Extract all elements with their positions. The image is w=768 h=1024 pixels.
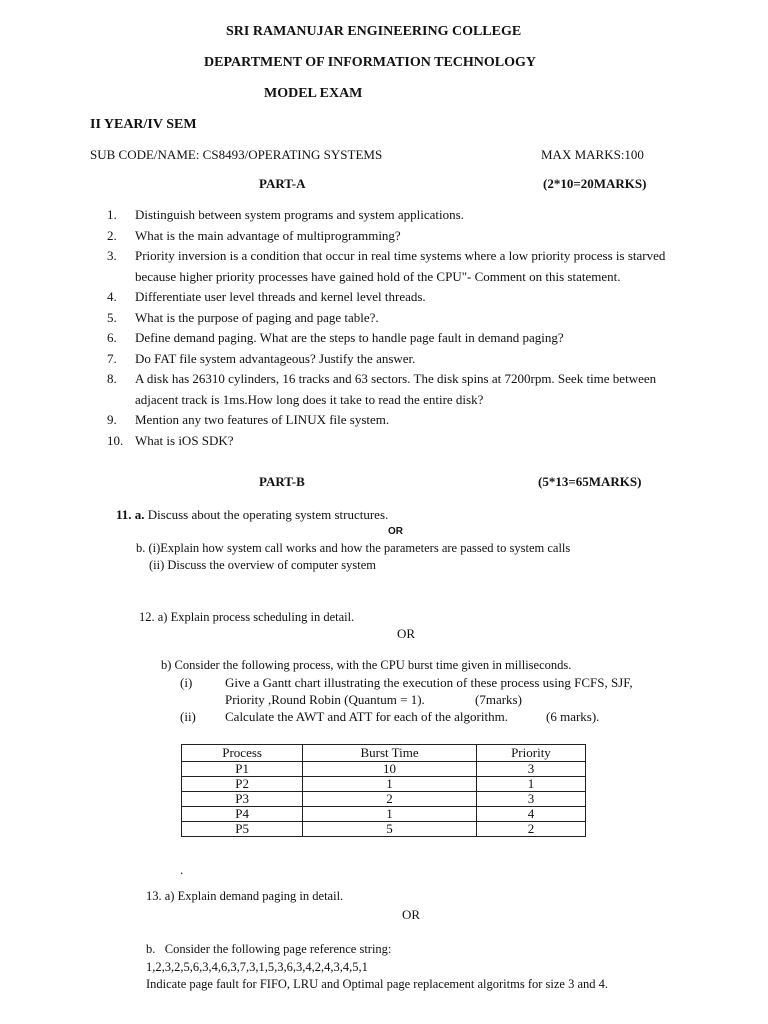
table-cell: P5: [182, 822, 303, 837]
part-b-marks: (5*13=65MARKS): [538, 474, 642, 489]
question-item: [107, 308, 667, 329]
question-text: Differentiate user level threads and kernel level threads.: [135, 289, 426, 304]
table-cell: 3: [476, 762, 585, 777]
question-item: [107, 431, 667, 452]
table-cell: P1: [182, 762, 303, 777]
question-number: 6.: [107, 330, 117, 345]
table-cell: 2: [476, 822, 585, 837]
table-cell: 5: [303, 822, 477, 837]
table-cell: 4: [476, 807, 585, 822]
question-text: Define demand paging. What are the steps to handle page fault in demand paging?: [135, 330, 564, 345]
question-item: [107, 205, 667, 226]
year-semester: II YEAR/IV SEM: [90, 117, 197, 132]
table-cell: P4: [182, 807, 303, 822]
question-number: 3.: [107, 248, 117, 263]
question-number: 8.: [107, 371, 117, 386]
table-row: [182, 807, 586, 822]
part-b-title: PART-B: [259, 474, 305, 489]
question-13b-text: Consider the following page reference string:: [164, 942, 392, 956]
table-cell: P2: [182, 777, 303, 792]
exam-title: MODEL EXAM: [264, 86, 363, 101]
question-item: [107, 246, 667, 287]
question-number: 5.: [107, 309, 117, 325]
part-a-marks: (2*10=20MARKS): [543, 176, 647, 191]
table-row: [182, 777, 586, 792]
table-cell: 2: [303, 792, 477, 807]
question-item: [107, 410, 667, 431]
table-cell: P3: [182, 792, 303, 807]
question-11b-ii: (ii) Discuss the overview of computer system: [149, 558, 377, 572]
department-name: DEPARTMENT OF INFORMATION TECHNOLOGY: [204, 55, 537, 70]
question-number: 7.: [107, 350, 117, 366]
question-11-number: 11. a.: [116, 507, 145, 522]
max-marks: MAX MARKS:100: [541, 147, 644, 162]
or-separator: OR: [402, 907, 421, 922]
subject-code-name: SUB CODE/NAME: CS8493/OPERATING SYSTEMS: [90, 147, 383, 162]
column-header-burst-time: Burst Time: [303, 745, 477, 762]
question-12b: b) Consider the following process, with the CPU burst time given in milliseconds.: [161, 658, 572, 672]
question-text: Priority inversion is a condition that occur in real time systems where a low priority process is starved because higher priority processes have gained hold of the CPU"- Comment on this statement.: [135, 248, 666, 284]
stray-dot: .: [180, 862, 184, 877]
table-row: [182, 792, 586, 807]
question-item: [107, 349, 667, 370]
question-12b-ii-marks: (6 marks).: [546, 709, 600, 724]
question-11a-text: Discuss about the operating system structures.: [147, 507, 389, 522]
question-12a: 12. a) Explain process scheduling in detail.: [139, 610, 355, 624]
question-13b: [146, 942, 391, 957]
question-item: [107, 287, 667, 308]
part-a-question-list: [107, 205, 667, 451]
table-row: [182, 822, 586, 837]
question-number: 9.: [107, 412, 117, 427]
table-row: [182, 762, 586, 777]
question-text: What is the main advantage of multiprogramming?: [135, 227, 401, 243]
question-text: What is iOS SDK?: [135, 432, 234, 448]
question-number: 1.: [107, 207, 117, 222]
question-text: Do FAT file system advantageous? Justify the answer.: [135, 350, 416, 366]
question-item: [107, 328, 667, 349]
column-header-process: Process: [182, 745, 303, 762]
question-12b-i-marks: (7marks): [475, 692, 522, 707]
question-text: What is the purpose of paging and page table?.: [135, 309, 379, 325]
question-number: 2.: [107, 227, 117, 243]
question-13b-label: b.: [146, 942, 156, 956]
question-item: [107, 369, 667, 410]
question-item: [107, 226, 667, 247]
column-header-priority: Priority: [476, 745, 585, 762]
college-name: SRI RAMANUJAR ENGINEERING COLLEGE: [226, 24, 522, 39]
question-number: 10.: [107, 432, 124, 448]
or-separator: OR: [388, 526, 403, 537]
question-12b-ii-text: Calculate the AWT and ATT for each of the algorithm.: [225, 709, 508, 724]
table-cell: 1: [303, 807, 477, 822]
question-13a: 13. a) Explain demand paging in detail.: [146, 889, 344, 903]
part-a-title: PART-A: [259, 176, 306, 191]
or-separator: OR: [397, 626, 416, 641]
table-cell: 3: [476, 792, 585, 807]
question-12b-i-line2: Priority ,Round Robin (Quantum = 1).: [225, 692, 425, 707]
page-reference-string: 1,2,3,2,5,6,3,4,6,3,7,3,1,5,3,6,3,4,2,4,3,4,5,1: [146, 960, 368, 974]
table-cell: 10: [303, 762, 477, 777]
question-11b-i: b. (i)Explain how system call works and how the parameters are passed to system calls: [136, 541, 571, 555]
question-12b-i-line1: Give a Gantt chart illustrating the execution of these process using FCFS, SJF,: [225, 675, 633, 690]
question-text: Mention any two features of LINUX file system.: [135, 412, 390, 427]
table-header-row: [182, 745, 586, 762]
question-text: A disk has 26310 cylinders, 16 tracks and 63 sectors. The disk spins at 7200rpm. Seek time between adjacent track is 1ms.How long does it take to read the entire disk?: [135, 371, 657, 407]
table-cell: 1: [303, 777, 477, 792]
table-cell: 1: [476, 777, 585, 792]
process-table: [181, 744, 586, 837]
question-12b-ii-label: (ii): [180, 709, 196, 724]
question-11a: [116, 507, 388, 523]
question-12b-i-label: (i): [180, 675, 193, 690]
question-number: 4.: [107, 289, 117, 304]
question-13b-instruction: Indicate page fault for FIFO, LRU and Optimal page replacement algoritms for size 3 and 4.: [146, 977, 609, 991]
question-text: Distinguish between system programs and system applications.: [135, 207, 464, 222]
